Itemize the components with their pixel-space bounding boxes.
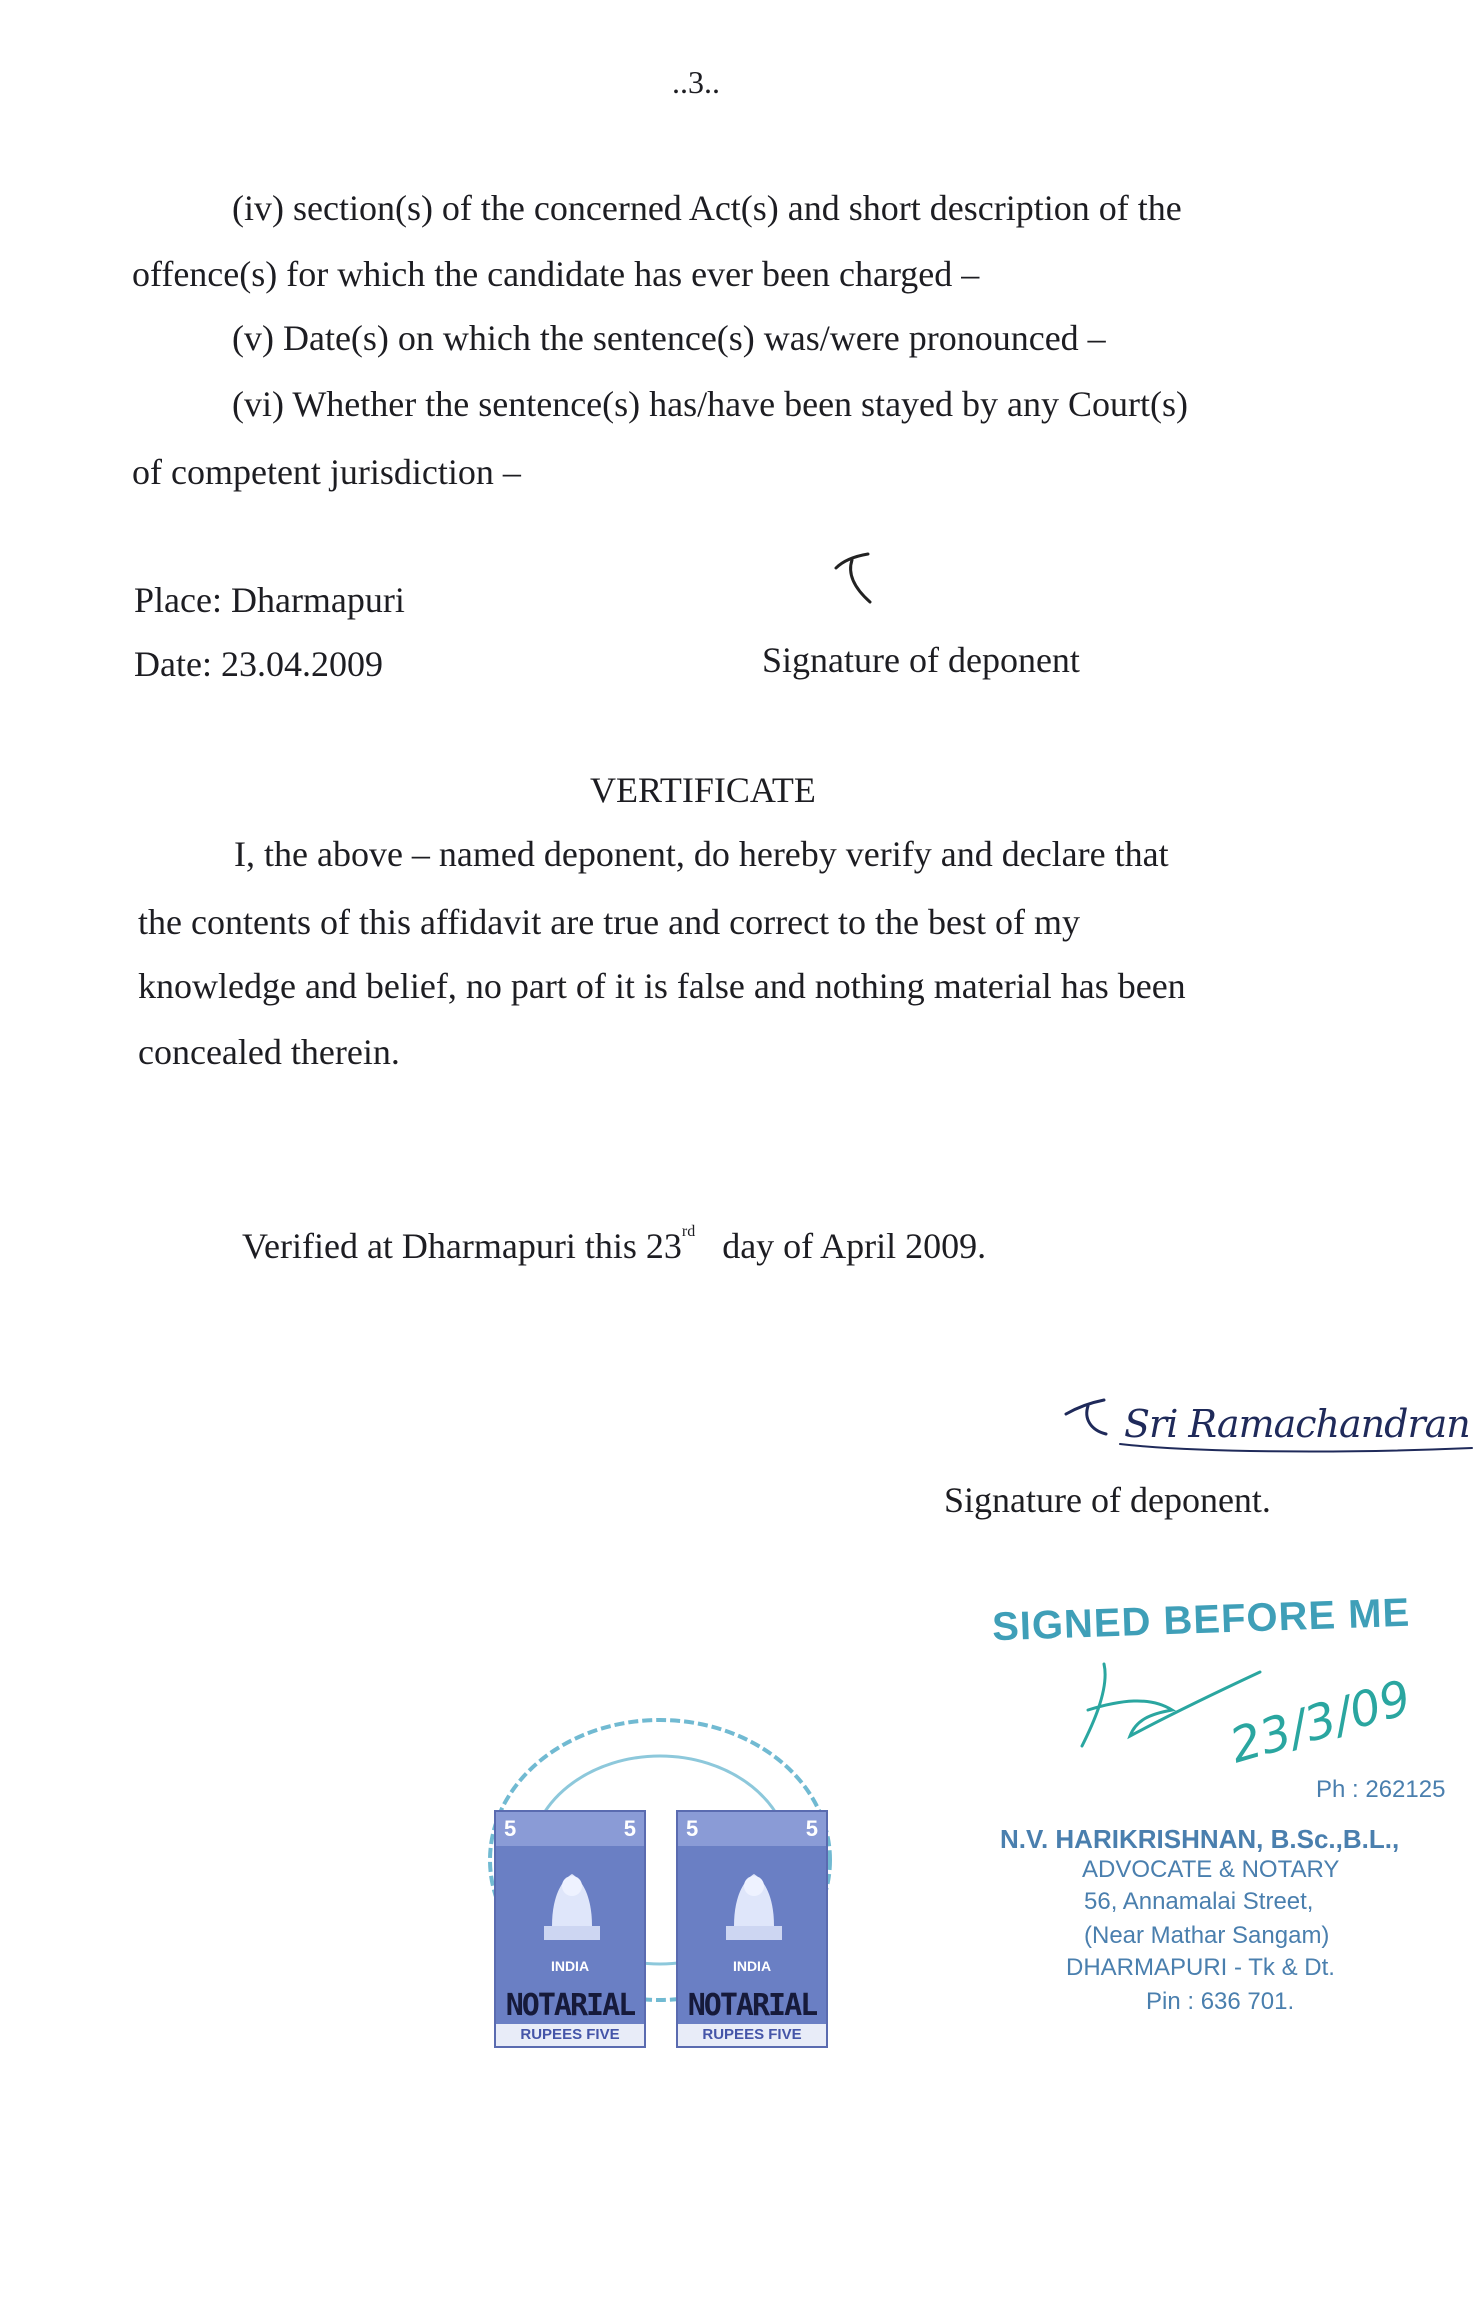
revenue-footer: RUPEES FIVE <box>496 2024 644 2046</box>
deponent-signature <box>1060 1394 1480 1464</box>
verified-prefix: Verified at Dharmapuri this 23 <box>242 1226 682 1266</box>
revenue-denomination: 5 <box>805 1816 818 1841</box>
revenue-stamp-1 <box>494 1810 646 2048</box>
signature-label-1: Signature of deponent <box>762 640 1080 680</box>
lion-capital-icon <box>534 1856 610 1956</box>
revenue-label: NOTARIAL <box>687 1988 817 2023</box>
notary-name: N.V. HARIKRISHNAN, B.Sc.,B.L., <box>1000 1824 1400 1854</box>
verified-superscript: rd <box>681 1223 696 1240</box>
signature-text: Sri Ramachandran <box>1124 1402 1470 1446</box>
revenue-stamp-2 <box>676 1810 828 2048</box>
notary-title: ADVOCATE & NOTARY <box>1082 1856 1340 1883</box>
place: Place: Dharmapuri <box>134 580 405 620</box>
item-vi-line-2: of competent jurisdiction – <box>132 452 521 492</box>
revenue-denomination: 5 <box>623 1816 636 1841</box>
revenue-denomination: 5 <box>686 1816 699 1841</box>
signature-label-2: Signature of deponent. <box>944 1480 1271 1520</box>
verified-suffix: day of April 2009. <box>722 1226 987 1266</box>
item-iv-line-2: offence(s) for which the candidate has ever been charged – <box>132 254 980 294</box>
revenue-denomination: 5 <box>504 1816 517 1841</box>
vertificate-line-2: the contents of this affidavit are true and correct to the best of my <box>138 902 1081 942</box>
vertificate-heading: VERTIFICATE <box>590 770 816 810</box>
revenue-footer: RUPEES FIVE <box>678 2024 826 2046</box>
revenue-stamp-top-band <box>678 1812 826 1846</box>
date: Date: 23.04.2009 <box>134 644 383 684</box>
notary-date: 23/3/09 <box>1223 1669 1418 1775</box>
signed-before-me: SIGNED BEFORE ME <box>991 1590 1411 1650</box>
lion-capital-icon <box>716 1856 792 1956</box>
page-number: ..3.. <box>672 64 720 100</box>
notary-address-2: (Near Mathar Sangam) <box>1084 1922 1330 1949</box>
notary-address-1: 56, Annamalai Street, <box>1084 1888 1314 1915</box>
initial-mark <box>830 550 878 610</box>
notary-phone: Ph : 262125 <box>1316 1776 1446 1803</box>
vertificate-line-4: concealed therein. <box>138 1032 400 1072</box>
revenue-country: INDIA <box>732 1958 772 1974</box>
item-v: (v) Date(s) on which the sentence(s) was/were pronounced – <box>232 318 1106 358</box>
item-iv-line-1: (iv) section(s) of the concerned Act(s) and short description of the <box>232 188 1182 228</box>
revenue-country: INDIA <box>550 1958 590 1974</box>
vertificate-line-3: knowledge and belief, no part of it is false and nothing material has been <box>138 966 1186 1006</box>
item-vi-line-1: (vi) Whether the sentence(s) has/have been stayed by any Court(s) <box>232 384 1188 424</box>
revenue-label: NOTARIAL <box>505 1988 635 2023</box>
verified-statement <box>242 1224 986 1264</box>
vertificate-line-1: I, the above – named deponent, do hereby verify and declare that <box>234 834 1169 874</box>
notary-pin: Pin : 636 701. <box>1146 1988 1295 2015</box>
notary-address-3: DHARMAPURI - Tk & Dt. <box>1066 1954 1335 1981</box>
revenue-stamp-top-band <box>496 1812 644 1846</box>
